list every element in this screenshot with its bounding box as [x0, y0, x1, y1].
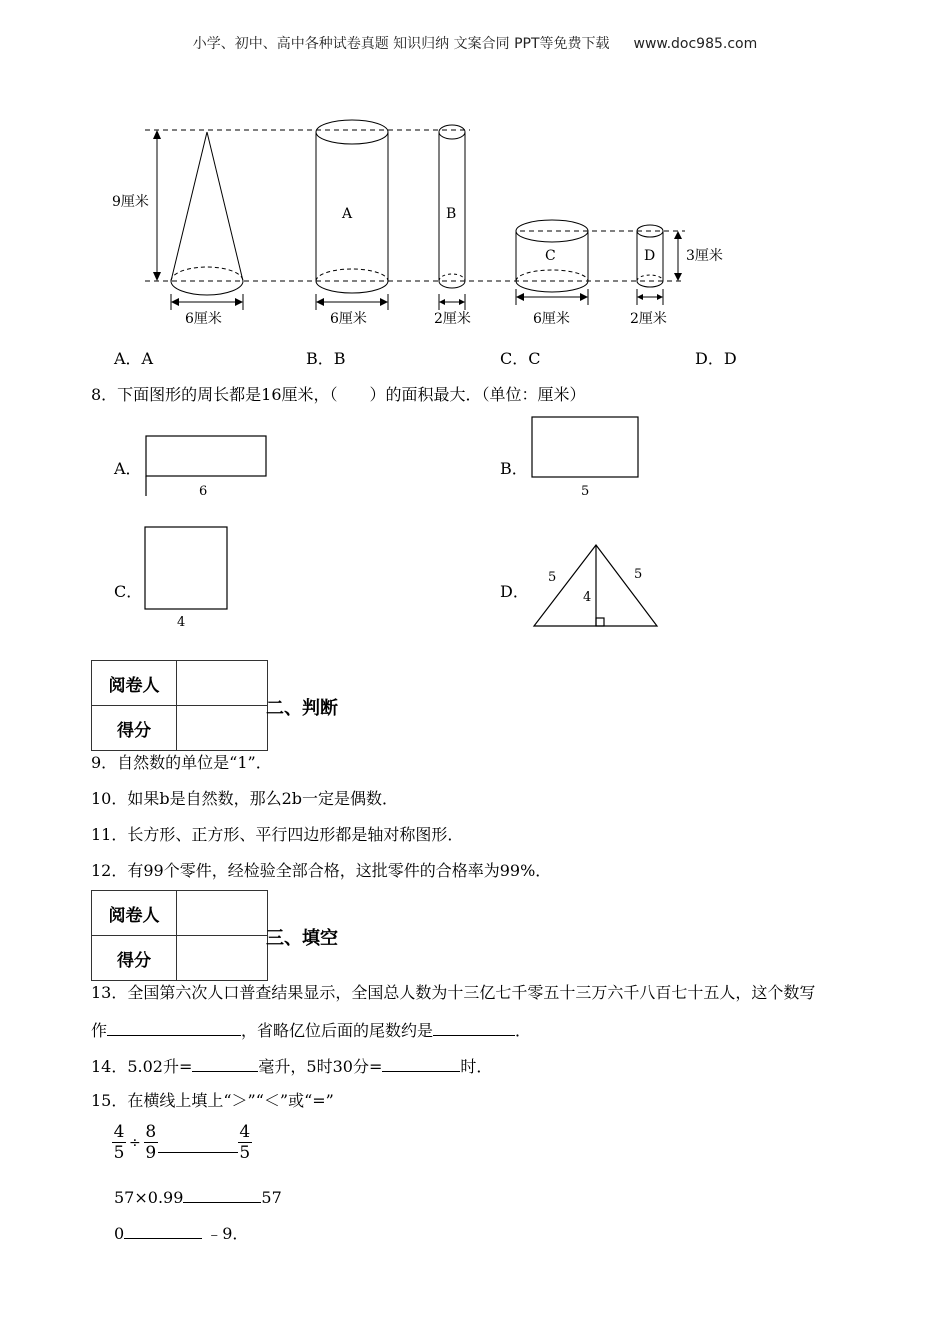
- q13-end: ．: [515, 1021, 532, 1040]
- q15-row3-right: ﹣9．: [206, 1224, 249, 1243]
- dim-d-left: 5: [548, 570, 557, 585]
- fraction-2: $\frac{8}{9}$: [145, 1122, 157, 1163]
- width-label-1: 6厘米: [185, 311, 222, 327]
- q13-line1: 13．全国第六次人口普查结果显示，全国总人数为十三亿七千零五十三万六千八百七十五人，这个数写: [91, 983, 816, 1002]
- q8-text: 8．下面图形的周长都是16厘米，（ ）的面积最大．（单位：厘米）: [91, 385, 586, 404]
- q15-row2-left: 57×0.99: [114, 1188, 184, 1207]
- q15-row3-left: 0: [114, 1224, 125, 1243]
- fraction-1: $\frac{4}{5}$: [113, 1122, 125, 1163]
- q8-option-b-label[interactable]: B．: [500, 459, 528, 478]
- q10-text: 10．如果b是自然数，那么2b一定是偶数．: [91, 789, 399, 808]
- q7-option-b[interactable]: B．B: [306, 349, 346, 368]
- reviewer-cell[interactable]: [177, 661, 268, 706]
- square-c: [145, 527, 227, 609]
- dim-c: 4: [177, 615, 186, 630]
- q12-text: 12．有99个零件，经检验全部合格，这批零件的合格率为99%．: [91, 861, 552, 880]
- dim-b: 5: [581, 484, 590, 499]
- dim-d-height: 4: [583, 590, 592, 605]
- q13-mid: ，省略亿位后面的尾数约是: [241, 1021, 434, 1040]
- q15-row3: [114, 1220, 248, 1244]
- width-label-5: 2厘米: [630, 311, 667, 327]
- small-height-label: 3厘米: [686, 248, 723, 264]
- q7-option-d[interactable]: D．D: [695, 349, 737, 368]
- height-label: 9厘米: [112, 194, 149, 210]
- score-label: 得分: [92, 936, 177, 981]
- q13-blank-2[interactable]: [433, 1017, 515, 1036]
- q9-text: 9．自然数的单位是“1”．: [91, 753, 272, 772]
- score-label: 得分: [92, 706, 177, 751]
- reviewer-label: 阅卷人: [92, 661, 177, 706]
- q15-text: 15．在横线上填上“＞”“＜”或“=”: [91, 1091, 334, 1110]
- header-url: www.doc985.com: [633, 36, 758, 52]
- section3-score-table: [91, 890, 268, 981]
- q15-row2: [114, 1184, 282, 1207]
- dim-a: 6: [199, 484, 208, 499]
- fraction-3: $\frac{4}{5}$: [239, 1122, 251, 1163]
- q15-blank-1[interactable]: [158, 1151, 238, 1153]
- width-label-4: 6厘米: [533, 311, 570, 327]
- section2-score-table: [91, 660, 268, 751]
- q15-row2-right: 57: [261, 1188, 282, 1207]
- q15-blank-2[interactable]: [183, 1184, 261, 1203]
- shape-label-d: D: [644, 248, 656, 264]
- width-label-3: 2厘米: [434, 311, 471, 327]
- q14-blank-1[interactable]: [192, 1053, 258, 1072]
- dim-d-right: 5: [634, 567, 643, 582]
- q8-option-c-label[interactable]: C．: [114, 582, 143, 601]
- q14-text: [91, 1053, 492, 1077]
- score-cell[interactable]: [177, 706, 268, 751]
- rectangle-a: [146, 436, 266, 476]
- q14-mid: 毫升，5时30分=: [258, 1057, 383, 1076]
- q13-line2: [91, 1017, 531, 1041]
- q8-option-a-label[interactable]: A．: [114, 459, 142, 478]
- width-label-2: 6厘米: [330, 311, 367, 327]
- q7-option-c[interactable]: C．C: [500, 349, 541, 368]
- reviewer-label: 阅卷人: [92, 891, 177, 936]
- q14-blank-2[interactable]: [382, 1053, 460, 1072]
- q8-figures: [0, 410, 950, 640]
- rectangle-b: [532, 417, 638, 477]
- reviewer-cell[interactable]: [177, 891, 268, 936]
- q13-blank-1[interactable]: [107, 1017, 241, 1036]
- section2-title: 二、判断: [266, 698, 338, 719]
- q8-option-d-label[interactable]: D．: [500, 582, 529, 601]
- section3-title: 三、填空: [266, 928, 338, 949]
- header-title: 小学、初中、高中各种试卷真题 知识归纳 文案合同 PPT等免费下载: [192, 36, 610, 52]
- shape-label-a: A: [342, 206, 353, 222]
- score-cell[interactable]: [177, 936, 268, 981]
- q7-option-a[interactable]: A．A: [114, 349, 154, 368]
- divide-sign: ÷: [129, 1134, 141, 1151]
- q15-row1: [112, 1122, 252, 1163]
- shape-label-b: B: [446, 206, 457, 222]
- shape-label-c: C: [545, 248, 556, 264]
- q13-pre: 作: [91, 1021, 108, 1040]
- q14-pre: 14．5.02升=: [91, 1057, 193, 1076]
- q7-figure: [0, 0, 950, 340]
- q15-blank-3[interactable]: [124, 1220, 202, 1239]
- cone-shape: [171, 132, 243, 295]
- q14-end: 时．: [460, 1057, 493, 1076]
- q11-text: 11．长方形、正方形、平行四边形都是轴对称图形．: [91, 825, 464, 844]
